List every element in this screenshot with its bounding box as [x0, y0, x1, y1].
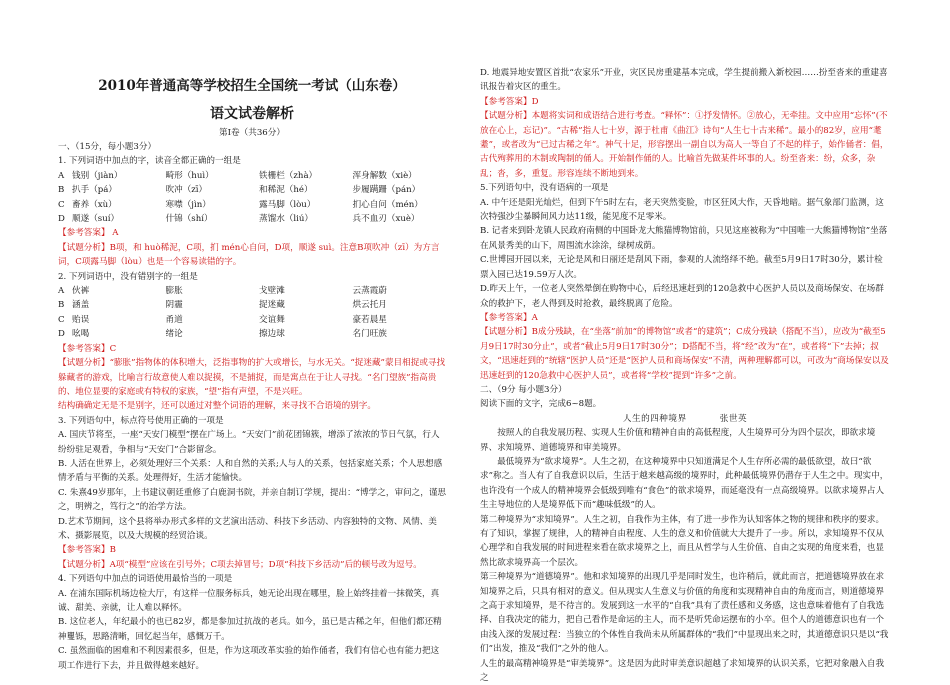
q4-option-b: B. 这位老人，年纪最小的也已82岁，都是参加过抗战的老兵。如今，虽已是古稀之年，但他们都还精神矍铄，思路清晰，回忆起当年，感慨万千。	[58, 617, 442, 642]
q5-option-d: D.昨天上午，一位老人突然晕倒在购物中心，后经迅速赶到的120急救中心医护人员以及商场保安、在场群众的救护下，老人得到及时抢救，最终脱离了危险。	[480, 284, 884, 309]
q5-stem: 5.下列语句中，没有语病的一项是	[480, 183, 609, 194]
left-column	[58, 76, 446, 673]
q4-answer: 【参考答案】D	[480, 96, 539, 107]
paper-subtitle: 语文试卷解析	[210, 106, 294, 122]
q1-options	[58, 169, 446, 227]
q3-analysis: 【试题分析】A项“模型”应该在引号外；C项去掉冒号；D项“科技下乡活动”后的顿号改为逗号。	[58, 559, 422, 570]
option-row: D 吆喝 绪论 擦边球 名门旺族	[58, 329, 387, 340]
section-heading-1: 一、（15分，每小题3分）	[58, 142, 157, 152]
essay-paragraph: 按照人的自我发展历程、实现人生价值和精神自由的高低程度，人生境界可分为四个层次，即欲求境界、求知境界、道德境界和审美境界。	[480, 428, 876, 453]
q4-option-c: C. 虽然面临的困难和不利因素很多，但是，作为这项改革实验的始作俑者，我们有信心也有能力把这项工作进行下去，并且做得越来越好。	[58, 646, 440, 671]
paper-title: 2010年普通高等学校招生全国统一考试（山东卷）	[98, 78, 406, 94]
essay-author: 张世英	[719, 413, 748, 424]
q5-option-c: C.世博园开园以来，无论是风和日丽还是刮风下雨，参观的人流络绎不绝。截至5月9日17时30分，累计检票入园已达19.59万人次。	[480, 255, 883, 280]
option-row: A 钱别（jiàn） 畸形（huì） 铁栅栏（zhà） 浑身解数（xiè）	[58, 170, 417, 181]
q3-stem: 3. 下列语句中，标点符号使用正确的一项是	[58, 415, 224, 426]
q3-option-b: B. 人活在世界上，必须处理好三个关系：人和自然的关系;人与人的关系，包括家庭关系；个人思想感情矛盾与平衡的关系。处理得好，生活才能愉快。	[58, 458, 443, 484]
q5-analysis: 【试题分析】B成分残缺，在“坐落”前加“的博物馆”或者“的建筑”；C成分残缺（搭配不当），应改为“截至5月9日17时30分止”，或者“截止5月9日17时30分”；D搭配不当，将“经”改为“在”，或者将“下”去掉；叔文，“迅速赶到的”统辖“医护人员”还是“医护人员和商场保安”不清，两种理解都可以，可改为“商场保安以及迅速赶到的120急救中心医护人员”，或者将“学校”提到“许多”之前。	[480, 327, 889, 381]
q2-note: 结构确确定无是不是别字，还可以通过对整个词语的理解，来寻找不合语境的别字。	[58, 401, 376, 412]
option-row: C 畜养（xù） 寒噤（jìn） 露马脚（lòu） 扪心自问（mén）	[58, 199, 423, 210]
q4-option-a: A. 在浦东国际机场边检大厅，有这样一位服务标兵，她无论出现在哪里，脸上始终挂着一抹微笑，真诚、甜美、亲就，让人难以释怀。	[58, 588, 440, 613]
q1-answer: 【参考答案】 A	[58, 228, 119, 239]
q2-stem: 2. 下列词语中，没有错别字的一组是	[58, 271, 198, 282]
q2-analysis: 【试题分析】“膨胀”指物体的体积增大，泛指事物的扩大或增长，与水无关。“捉迷藏”蒙目相捉或寻找躲藏者的游戏，比喻言行故意使人难以捉摸，不是捕捉，而是寓点在于让人寻找。“名门望族”指高贵的、地位显要的家庭或有特权的家族，“望”指有声望，不是兴旺。	[58, 358, 446, 397]
essay-paragraph: 最低境界为“欲求境界”。人生之初，在这种境界中只知道满足个人生存所必需的最低欲望，故曰“欲求”称之。当人有了自我意识以后，生活于越来越高级的境界时，此种最低境界仍潜存于人生之中。现实中，也许没有一个成人的精神境界会低级到唯有“食色”的欲求境界，而延毫没有一点高级境界。以欲求境界占人生主导地位的人是境界低下而“趣味低级”的人。	[480, 456, 889, 511]
reading-instruction: 阅读下面的文字，完成6~8题。	[480, 399, 602, 410]
q5-answer: 【参考答案】A	[480, 312, 538, 323]
essay-heading	[480, 412, 890, 426]
essay-paragraph: 第二种境界为“求知境界”。人生之初，自我作为主体，有了进一步作为认知客体之物的规律和秩序的要求。有了知识，掌握了规律，人的精神自由程度、人生的意义和价值就大大提升了一步。所以，求知境界不仅从心理学和自我发展的时间进程来看在欲求境界之上，而且从哲学与人生价值、自由之实现的角度来看，也显然比欲求境界高一个层次。	[480, 514, 885, 568]
q1-stem: 1. 下列词语中加点的字，读音全都正确的一组是	[58, 156, 241, 167]
section-heading-2: 二、（9分 每小题3分）	[480, 384, 567, 395]
part-heading: 第Ⅰ卷（共36分）	[219, 128, 285, 138]
option-row: A 伙裤 膨胀 戈壁滩 云蒸霞蔚	[58, 286, 387, 297]
q3-option-d: D.艺术节期间，这个县将举办形式多样的文艺演出活动、科技下乡活动、内容独特的文物、风情、美术、摄影展览，以及大规模的经贸洽谈。	[58, 516, 437, 541]
q3-option-a: A. 国庆节将至，一座“天安门模型”摆在广场上。“天安门”前花团锦簇，增添了浓浓的节日气氛，行人纷纷驻足观看，争相与“天安门”合影留念。	[58, 430, 440, 455]
q4-option-d: D. 地震异地安置区首批“农家乐”开业，灾区民房重建基本完成，学生提前搬入新校园……扮至沓来的重建喜讯报告着灾区的重生。	[480, 68, 888, 93]
q3-answer: 【参考答案】B	[58, 545, 116, 556]
essay-title: 人生的四种境界	[622, 413, 687, 424]
q4-analysis: 【试题分析】本题将实词和成语结合进行考查。“释怀”：①抒发情怀。②放心，无牵挂。文中应用“忘怀”(不放在心上，忘记)”。“古稀”指人七十岁，源于杜甫《曲江》诗句“人生七十古来稀”。最小的82岁，应用“耄耋”，或者改为“已过古稀之年”。神气十足，形容摆出一副自以为高人一等自了不起的样子，始作俑者：倡，古代殉葬用的木制或陶制的俑人。开始制作俑的人。比喻首先做某件坏事的人。纷至沓来：纷，众多，杂乱；沓，多，重复。形容连续不断地到来。	[480, 111, 889, 179]
q2-options	[58, 284, 446, 342]
q5-option-a: A. 中午还是阳光灿烂，但到下午5时左右，老天突然变脸，市区狂风大作，天昏地暗。据气象部门监测，这次特强沙尘暴瞬间风力达11级，能见度不足零米。	[480, 197, 884, 223]
q3-option-c: C. 朱熹49岁那年，上书建议朝廷重修了白鹿洞书院，并亲自制订学规，提出：“博学之，审问之，谨思之，明辨之，笃行之”的治学方法。	[58, 487, 447, 513]
option-row: B 扒手（pá） 吹冲（zī） 和稀泥（hé） 步履蹒跚（pán）	[58, 185, 421, 196]
right-column	[480, 66, 890, 685]
option-row: C 贻误 甬道 交谊舞 豪若晨星	[58, 314, 387, 325]
q5-option-b: B. 记者来到卧龙镇人民政府南侧的中国卧龙大熊猫博物馆前，只见这座被称为“中国唯一大熊猫博物馆”坐落在风景秀美的山下，周围流水涂涂，绿树成荫。	[480, 226, 888, 251]
q2-answer: 【参考答案】C	[58, 343, 117, 354]
essay-paragraph: 第三种境界为“道德境界”。他和求知境界的出现几乎是同时发生，也许稍后，就此而言，把道德境界放在求知境界之后，只具有相对的意义。但从现实人生意义与价值的角度和实现精神自由的角度而言，则道德境界之高于求知境界，是不待言的。发展到这一水平的“自我”具有了责任感和义务感，这也意味着他有了自我选择、自我决定的能力，把自己看作是命运的主人，而不是听凭命运摆布的小卒。但个人的道德意识也有一个由浅入深的发展过程：当独立的个体性自我尚未从所属群体的“我们”中显现出来之时，其道德意识只是以“我们”出发，推及“我们”之外的他人。	[480, 572, 889, 655]
option-row: B 涵盖 阴霾 捉迷藏 烘云托月	[58, 300, 387, 311]
q1-analysis: 【试题分析】B项，和 huò稀泥，C项，扪 mén心自问，D项，顺遂 suì。注意B项吹冲（zī）为方言词，C项露马脚（lòu）也是一个容易读错的字。	[58, 242, 440, 268]
option-row: D 顺遂（suí） 什锦（shí） 蒸馏水（liú） 兵不血刃（xuè）	[58, 214, 420, 225]
q4-stem: 4. 下列语句中加点的词语使用最恰当的一项是	[58, 574, 233, 585]
essay-paragraph: 人生的最高精神境界是“审美境界”。这是因为此时审美意识超越了求知境界的认识关系，它把对象融入自我之	[480, 658, 885, 684]
